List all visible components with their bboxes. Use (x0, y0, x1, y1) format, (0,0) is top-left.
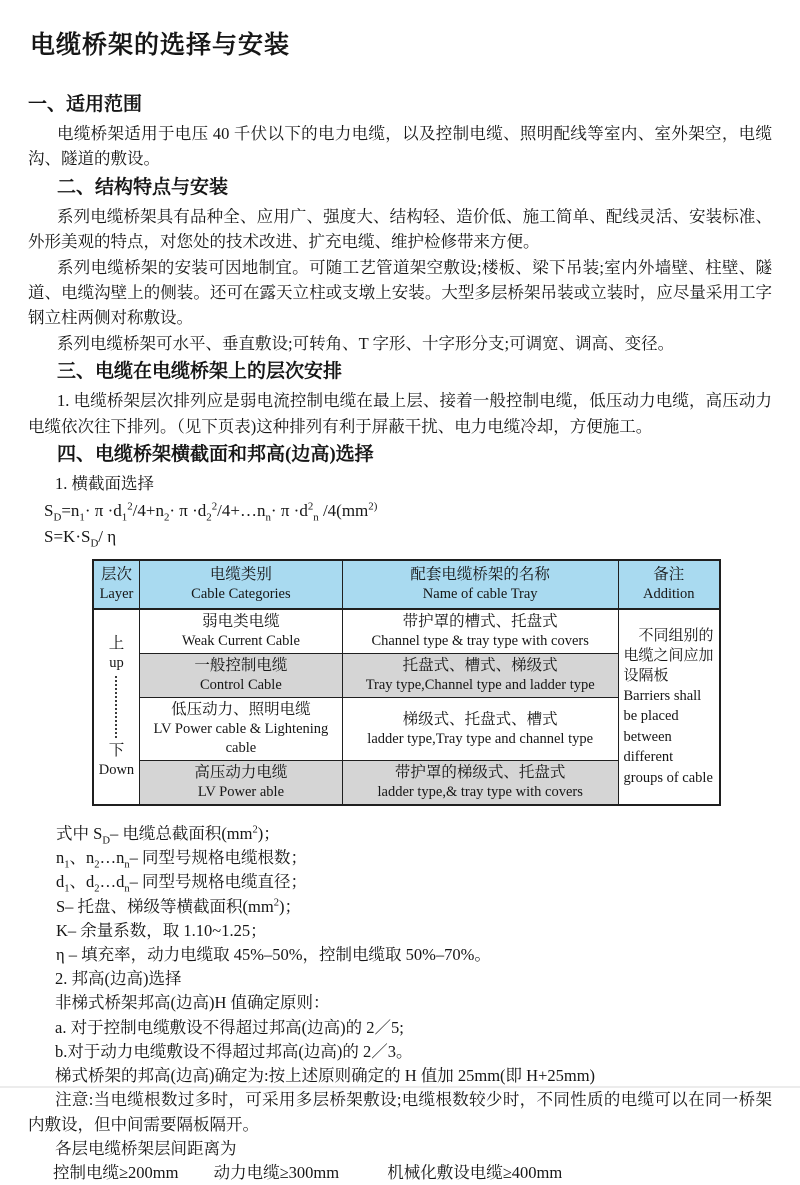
spacing-mechanized-cable: 机械化敷设电缆≥400mm (387, 1162, 563, 1182)
formula-definition: $n_1$、$n_2\dots n_n-$ 同型号规格电缆根数； (56, 848, 307, 871)
col-header-categories (139, 560, 342, 609)
section-arrangement-heading: 三、电缆在电缆桥架上的层次安排 (57, 361, 343, 383)
table-header-row (93, 560, 720, 609)
cable-layer-table (92, 559, 721, 806)
col-header-tray-name-zh: 配套电缆桥架的名称 (410, 566, 550, 584)
col-header-categories-zh: 电缆类别 (209, 566, 272, 584)
cable-category-cell (139, 698, 342, 761)
section-scope-heading: 一、适用范围 (28, 94, 143, 115)
tray-name-en: ladder type,& tray type with covers (377, 784, 583, 801)
tray-name-zh: 托盘式、槽式、梯级式 (402, 657, 558, 675)
side-height-subheading: 2. 邦高(边高)选择 (55, 969, 182, 989)
col-header-layer (93, 560, 139, 609)
multilayer-attention-note: 注意:当电缆根数过多时，可采用多层桥架敷设;电缆根数较少时，不同性质的电缆可以在同一桥架内敷设，但中间需要隔板隔开。 (28, 1090, 772, 1134)
side-height-rule-a: a. 对于控制电缆敷设不得超过邦高(边高)的 2／5; (55, 1017, 404, 1037)
cable-category-en: LV Power able (197, 784, 284, 801)
section-structure-paragraph-2: 系列电缆桥架的安装可因地制宜。可随工艺管道架空敷设;楼板、梁下吊装;室内外墙壁、柱壁、隧道、电缆沟壁上的侧装。还可在露天立柱或支墩上安装。大型多层桥架吊装或立装时，应尽量采用工字钢立柱两侧对称敷设。 (28, 257, 772, 328)
tray-name-zh: 带护罩的梯级式、托盘式 (394, 764, 566, 782)
tray-name-en: ladder type,Tray type and channel type (367, 730, 594, 747)
page-bottom-divider (0, 1086, 800, 1088)
cable-category-en: Control Cable (200, 677, 282, 694)
formula-definition: S– 托盘、梯级等横截面积$(mm^2)$； (56, 896, 301, 916)
addition-cell (618, 609, 720, 805)
formula-tray-section: $S=K\cdot S_D/$ η (44, 527, 117, 550)
formula-definition: η – 填充率，动力电缆取 45%–50%，控制电缆取 50%–70%。 (56, 945, 491, 965)
formula-total-section: $S_D=n_1\cdot \pi \cdot d_1^2/4+n_2\cdot \pi$ $\cdot d_2^2/4+\dots n_n\cdot \pi \cdot d^2_n$ $/4(mm^{2)}$ (44, 500, 378, 524)
layer-top-label-en: up (109, 655, 124, 672)
section-structure-heading: 二、结构特点与安装 (57, 176, 229, 198)
col-header-categories-en: Cable Categories (191, 586, 291, 603)
cable-category-zh: 弱电类电缆 (202, 613, 280, 631)
layer-cell (93, 609, 139, 805)
layer-dotted-line (115, 676, 117, 738)
col-header-tray-name-en: Name of cable Tray (422, 586, 538, 603)
cross-section-subheading: 1. 横截面选择 (55, 474, 154, 494)
page-title: 电缆桥架的选择与安装 (30, 31, 291, 59)
section-scope-paragraph: 电缆桥架适用于电压 40 千伏以下的电力电缆，以及控制电缆、照明配线等室内、室外架空，电缆沟、隧道的敷设。 (28, 124, 772, 169)
col-header-layer-zh: 层次 (100, 566, 132, 584)
formula-definitions (28, 822, 772, 967)
section-structure-paragraph-3: 系列电缆桥架可水平、垂直敷设;可转角、T 字形、十字形分支;可调宽、调高、变径。 (57, 333, 675, 353)
cable-category-zh: 一般控制电缆 (194, 657, 288, 675)
tray-name-zh: 带护罩的槽式、托盘式 (402, 613, 558, 631)
layer-bottom-label-en: Down (98, 762, 135, 779)
side-height-rule-b: b.对于动力电缆敷设不得超过邦高(边高)的 2／3。 (55, 1041, 413, 1061)
formula-definition: $d_1$、$d_2\dots d_n-$ 同型号规格电缆直径； (56, 872, 307, 895)
layer-top-label: 上 (108, 635, 125, 653)
cable-category-zh: 低压动力、照明电缆 (171, 701, 311, 719)
cable-category-zh: 高压动力电缆 (194, 764, 288, 782)
spacing-control-cable: 控制电缆≥200mm (53, 1162, 179, 1182)
ladder-height-note: 梯式桥架的邦高(边高)确定为:按上述原则确定的 H 值加 25mm(即 H+25mm) (55, 1066, 596, 1086)
col-header-tray-name (342, 560, 618, 609)
layer-spacing-title: 各层电缆桥架层间距离为 (55, 1138, 237, 1158)
cable-category-cell (139, 761, 342, 806)
tray-name-cell (342, 698, 618, 761)
col-header-addition-en: Addition (642, 586, 695, 603)
section-structure-paragraph-1: 系列电缆桥架具有品种全、应用广、强度大、结构轻、造价低、施工简单、配线灵活、安装标准、外形美观的特点，对您处的技术改进、扩充电缆、维护检修带来方便。 (28, 206, 772, 252)
tray-name-zh: 梯级式、托盘式、槽式 (402, 710, 558, 728)
cable-category-en: Weak Current Cable (181, 633, 300, 650)
section-arrangement-paragraph: 1. 电缆桥架层次排列应是弱电流控制电缆在最上层、接着一般控制电缆，低压动力电缆，高压动力电缆依次往下排列。（见下页表)这种排列有利于屏蔽干扰、电力电缆冷却，方便施工。 (28, 391, 772, 436)
table-row (93, 609, 720, 654)
spacing-power-cable: 动力电缆≥300mm (213, 1162, 340, 1182)
col-header-addition (618, 560, 720, 609)
cable-category-cell (139, 609, 342, 654)
cable-category-cell (139, 654, 342, 698)
tray-name-cell (342, 654, 618, 698)
side-height-section (28, 967, 772, 1185)
addition-note-en: Barriers shall be placed between different groups of cable (623, 687, 713, 786)
tray-name-en: Channel type & tray type with covers (371, 633, 589, 650)
addition-note-zh: 不同组别的电缆之间应加设隔板 (623, 627, 714, 684)
layer-spacing-values (53, 1161, 772, 1185)
formula-definition: K– 余量系数，取 1.10~1.25； (56, 920, 267, 940)
section-selection-heading: 四、电缆桥架横截面和邦高(边高)选择 (57, 444, 374, 466)
side-height-rule-intro: 非梯式桥架邦高(边高)H 值确定原则： (55, 993, 330, 1013)
tray-name-en: Tray type,Channel type and ladder type (365, 677, 595, 694)
cable-category-en: LV Power cable & Lightening cable (153, 721, 329, 757)
tray-name-cell (342, 761, 618, 806)
layer-bottom-label: 下 (108, 742, 125, 760)
col-header-addition-zh: 备注 (653, 566, 685, 584)
col-header-layer-en: Layer (99, 586, 134, 603)
tray-name-cell (342, 609, 618, 654)
formula-definition: 式中 $S_D-$ 电缆总截面积$(mm^2)$； (56, 824, 280, 847)
